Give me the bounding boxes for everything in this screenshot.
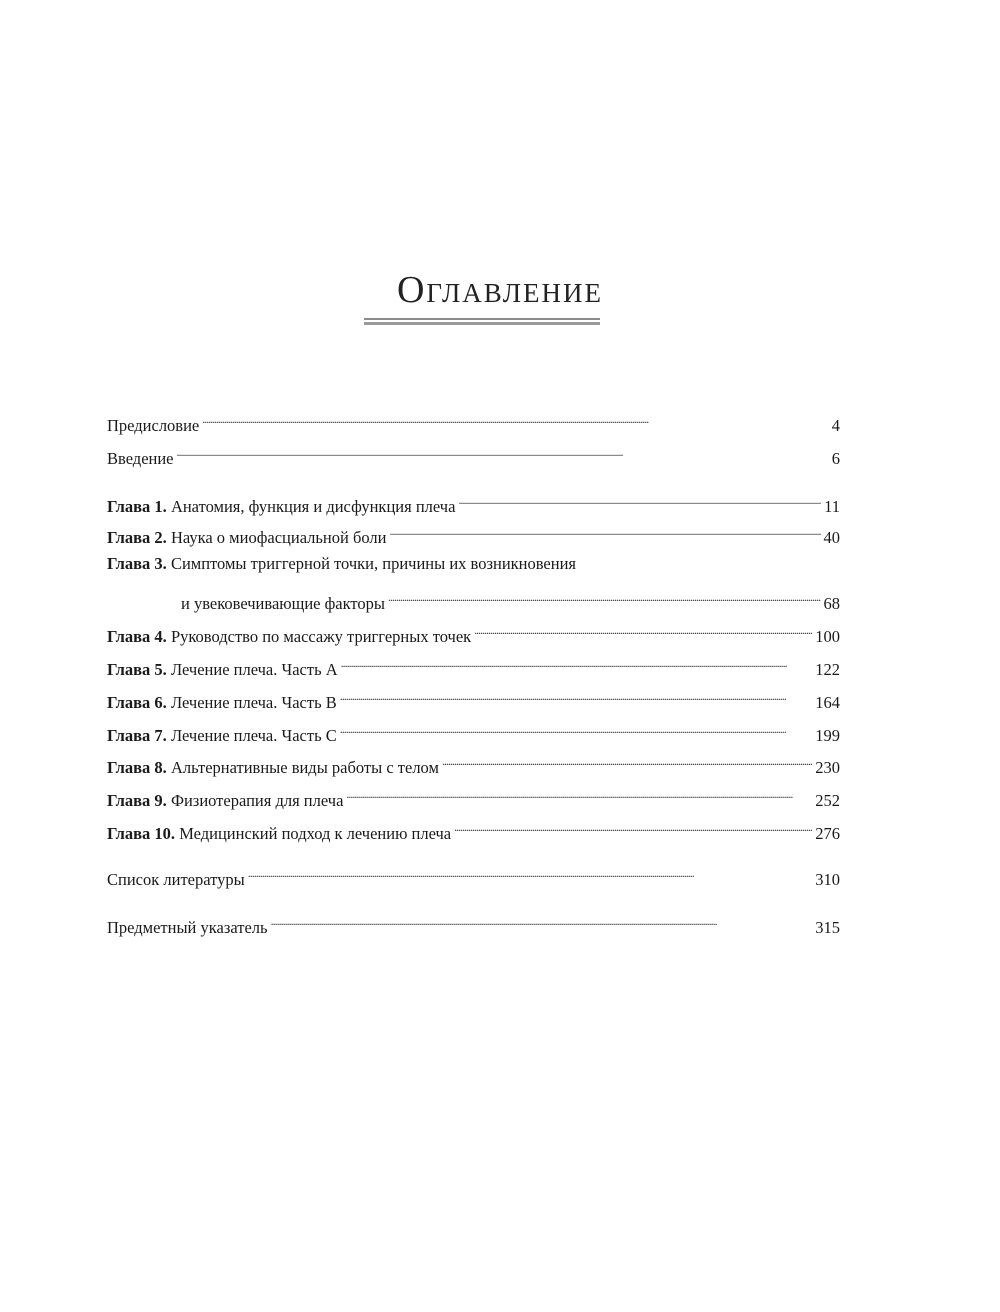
toc-chapter-number: Глава 3. [107, 554, 167, 573]
toc-leader-dots [340, 717, 813, 741]
toc-entry-preface[interactable] [107, 407, 840, 435]
toc-entry-title: Медицинский подход к лечению плеча [179, 824, 452, 843]
toc-leader-dots [248, 861, 813, 885]
toc-entry-references[interactable] [107, 861, 840, 889]
toc-page-number: 100 [815, 627, 840, 646]
toc-entry-chapter-3[interactable] [107, 585, 840, 613]
toc-entry-chapter-1[interactable] [107, 488, 840, 516]
toc-leader-dots [340, 684, 813, 708]
toc-entry-title: Предисловие [107, 416, 200, 435]
toc-page-number: 4 [831, 416, 840, 435]
toc-page-number: 11 [824, 497, 840, 516]
toc-entry-title: Список литературы [107, 870, 245, 889]
toc-entry-title: Наука о миофасциальной боли [170, 528, 387, 547]
toc-chapter-number: Глава 6. [107, 693, 167, 712]
toc-page-number: 199 [815, 726, 840, 745]
toc-chapter-number: Глава 10. [107, 824, 176, 843]
toc-leader-dots [388, 585, 821, 609]
toc-page-number: 315 [815, 918, 840, 937]
toc-entry-chapter-3-first-line[interactable] [107, 552, 576, 576]
toc-entry-index[interactable] [107, 909, 840, 937]
toc-page-number: 310 [815, 870, 840, 889]
toc-leader-dots [346, 782, 812, 806]
toc-entry-chapter-5[interactable] [107, 651, 840, 679]
toc-entry-title: Анатомия, функция и дисфункция плеча [170, 497, 456, 516]
toc-entry-introduction[interactable] [107, 440, 840, 468]
toc-page-number: 230 [815, 758, 840, 777]
toc-entry-title: Введение [107, 449, 174, 468]
page-title: Оглавление [396, 269, 604, 311]
toc-chapter-number: Глава 8. [107, 758, 167, 777]
toc-leader-dots [177, 440, 829, 464]
toc-page-number: 68 [823, 594, 840, 613]
toc-entry-title: Симптомы триггерной точки, причины их возникновения [170, 554, 577, 573]
toc-leader-dots [442, 749, 812, 773]
toc-entry-title: Физиотерапия для плеча [170, 791, 344, 810]
toc-page-number: 6 [831, 449, 840, 468]
title-rule-line-bottom [364, 322, 600, 325]
toc-page-number: 276 [815, 824, 840, 843]
toc-entry-title: Предметный указатель [107, 918, 268, 937]
toc-chapter-number: Глава 5. [107, 660, 167, 679]
toc-page-number: 122 [815, 660, 840, 679]
toc-leader-dots [341, 651, 813, 675]
toc-leader-dots [474, 618, 812, 642]
toc-chapter-number: Глава 2. [107, 528, 167, 547]
title-rule-line-top [364, 318, 600, 320]
toc-page-number: 164 [815, 693, 840, 712]
toc-entry-chapter-7[interactable] [107, 717, 840, 745]
toc-entry-chapter-8[interactable] [107, 749, 840, 777]
toc-entry-title-continued: и увековечивающие факторы [181, 594, 385, 613]
toc-leader-dots [271, 909, 813, 933]
toc-entry-title: Руководство по массажу триггерных точек [170, 627, 472, 646]
toc-entry-chapter-6[interactable] [107, 684, 840, 712]
toc-chapter-number: Глава 1. [107, 497, 167, 516]
toc-entry-title: Лечение плеча. Часть А [170, 660, 338, 679]
toc-chapter-number: Глава 7. [107, 726, 167, 745]
toc-entry-title: Альтернативные виды работы с телом [170, 758, 439, 777]
toc-entry-chapter-10[interactable] [107, 815, 840, 843]
toc-entry-chapter-4[interactable] [107, 618, 840, 646]
toc-leader-dots [202, 407, 829, 431]
toc-leader-dots [458, 488, 821, 512]
toc-page-number: 40 [823, 528, 840, 547]
toc-chapter-number: Глава 9. [107, 791, 167, 810]
toc-entry-chapter-2[interactable] [107, 519, 840, 547]
toc-leader-dots [389, 519, 820, 543]
toc-chapter-number: Глава 4. [107, 627, 167, 646]
toc-leader-dots [454, 815, 812, 839]
toc-page-number: 252 [815, 791, 840, 810]
toc-entry-title: Лечение плеча. Часть С [170, 726, 337, 745]
toc-entry-chapter-9[interactable] [107, 782, 840, 810]
title-double-rule [364, 318, 600, 325]
toc-entry-title: Лечение плеча. Часть В [170, 693, 337, 712]
